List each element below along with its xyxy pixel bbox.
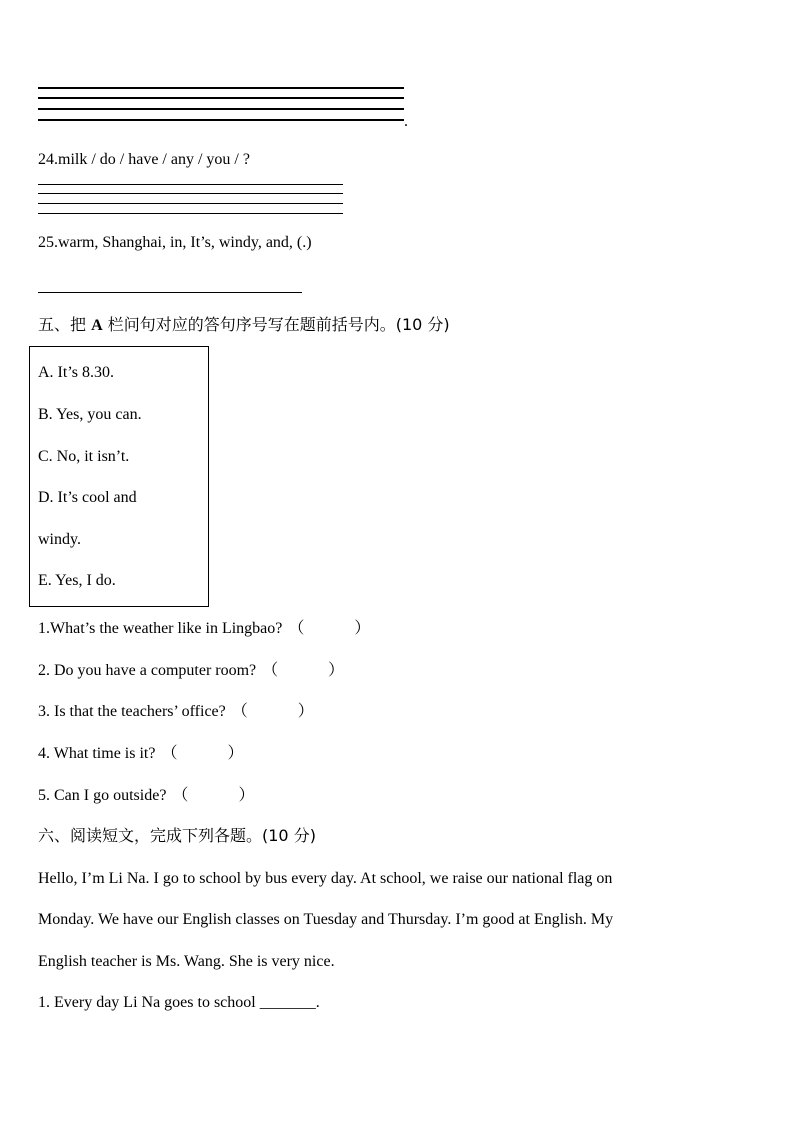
answer-bracket[interactable]: （ ）: [262, 662, 345, 679]
option-item: C. No, it isn’t.: [38, 448, 130, 465]
q25-prompt: 25.warm, Shanghai, in, It’s, windy, and, (.): [38, 234, 312, 251]
matching-question: [38, 786, 254, 806]
option-item: E. Yes, I do.: [38, 572, 116, 589]
answer-bracket[interactable]: （ ）: [288, 620, 371, 637]
question-text: 3. Is that the teachers’ office?: [38, 703, 226, 720]
heading-bold: A: [91, 317, 103, 334]
answer-line: [38, 292, 302, 293]
answer-line: [38, 97, 404, 99]
answer-line: [38, 87, 404, 89]
answer-bracket[interactable]: （ ）: [231, 703, 314, 720]
option-item: windy.: [38, 531, 81, 548]
matching-question: [38, 661, 344, 681]
answer-line: [38, 213, 343, 214]
answer-line: [38, 108, 404, 110]
question-text: 1.What’s the weather like in Lingbao?: [38, 620, 283, 637]
answer-line: [38, 119, 404, 121]
matching-question: [38, 702, 314, 722]
reading-question-1: 1. Every day Li Na goes to school _______.: [38, 994, 320, 1011]
passage-line: Hello, I’m Li Na. I go to school by bus every day. At school, we raise our national flag on: [38, 870, 613, 887]
answer-bracket[interactable]: （ ）: [172, 787, 255, 804]
answer-bracket[interactable]: （ ）: [161, 745, 244, 762]
question-text: 4. What time is it?: [38, 745, 156, 762]
option-item: B. Yes, you can.: [38, 406, 142, 423]
heading-suffix: 栏问句对应的答句序号写在题前括号内。(10 分): [102, 315, 450, 334]
matching-question: [38, 619, 370, 639]
section5-heading: [38, 315, 450, 336]
heading-prefix: 五、把: [38, 315, 92, 334]
question-text: 2. Do you have a computer room?: [38, 662, 257, 679]
answer-line: [38, 184, 343, 185]
option-item: A. It’s 8.30.: [38, 364, 114, 381]
answer-line: [38, 203, 343, 204]
option-item: D. It’s cool and: [38, 489, 137, 506]
answer-line: [38, 193, 343, 194]
q24-prompt: 24.milk / do / have / any / you / ?: [38, 151, 250, 168]
question-text: 5. Can I go outside?: [38, 787, 167, 804]
q23-end-mark: .: [404, 113, 408, 130]
passage-line: Monday. We have our English classes on Tuesday and Thursday. I’m good at English. My: [38, 911, 614, 928]
options-box: [29, 346, 209, 607]
matching-question: [38, 744, 244, 764]
passage-line: English teacher is Ms. Wang. She is very nice.: [38, 953, 335, 970]
section6-heading: 六、阅读短文，完成下列各题。(10 分): [38, 826, 316, 845]
